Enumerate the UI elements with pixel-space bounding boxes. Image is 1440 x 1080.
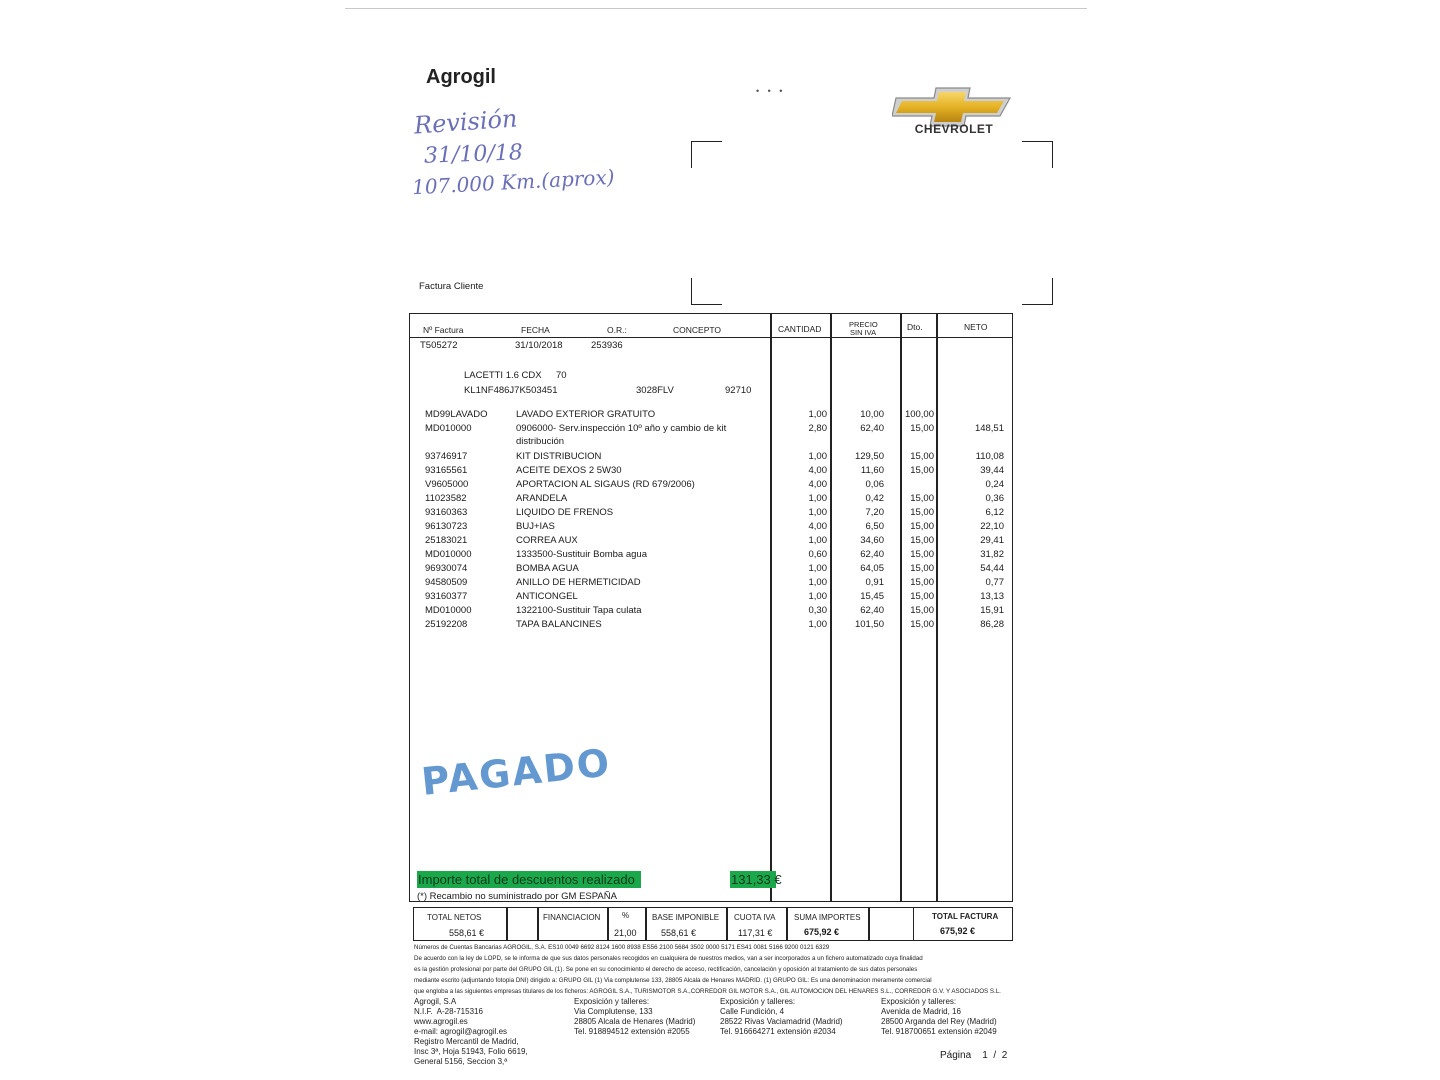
line-concept: BOMBA AGUA bbox=[516, 563, 579, 574]
line-net: 110,08 bbox=[975, 451, 1004, 462]
line-price: 0,06 bbox=[865, 479, 884, 490]
total-factura-value: 675,92 € bbox=[940, 926, 976, 936]
total-netos-value: 558,61 € bbox=[449, 928, 485, 938]
line-price: 15,45 bbox=[860, 591, 884, 602]
handwritten-note-date: 31/10/18 bbox=[423, 140, 524, 169]
line-code: MD010000 bbox=[425, 423, 472, 434]
vehicle-code: 70 bbox=[556, 370, 567, 381]
line-quantity: 1,00 bbox=[808, 577, 827, 588]
discount-value: 131,33 € bbox=[731, 872, 782, 887]
line-code: 96930074 bbox=[425, 563, 468, 574]
line-concept: ARANDELA bbox=[516, 493, 568, 504]
line-price: 101,50 bbox=[854, 619, 884, 630]
base-imponible-value: 558,61 € bbox=[661, 928, 697, 938]
totals-divider bbox=[537, 907, 539, 941]
line-concept: LIQUIDO DE FRENOS bbox=[516, 507, 614, 518]
line-quantity: 1,00 bbox=[808, 563, 827, 574]
line-quantity: 1,00 bbox=[808, 493, 827, 504]
line-price: 62,40 bbox=[860, 605, 884, 616]
address-window-corner bbox=[1022, 141, 1053, 168]
line-code: 94580509 bbox=[425, 577, 468, 588]
base-imponible-label: BASE IMPONIBLE bbox=[652, 913, 720, 922]
header-cantidad: CANTIDAD bbox=[778, 324, 822, 334]
totals-divider bbox=[506, 907, 508, 941]
header-concepto: CONCEPTO bbox=[673, 325, 722, 335]
line-discount: 15,00 bbox=[910, 465, 934, 476]
location-rivas: Exposición y talleres: Calle Fundición, 4 28522 Rivas Vaciamadrid (Madrid) Tel. 916664271 extensión #2034 bbox=[720, 997, 843, 1036]
line-price: 0,91 bbox=[865, 577, 884, 588]
legal-line-3: mediante escrito (adjuntando fotopia DNI) dirigido a: GRUPO GIL (1) Via complutense 133, 28805 Alcala de Henares MADRID. (1) GRUPO GIL: Es una denominacion meramente comercial bbox=[414, 977, 932, 984]
address-window-corner bbox=[1022, 278, 1053, 305]
column-divider bbox=[770, 313, 772, 902]
vehicle-plate: 3028FLV bbox=[636, 385, 674, 396]
line-price: 62,40 bbox=[860, 423, 884, 434]
line-discount: 15,00 bbox=[910, 493, 934, 504]
page-current: 1 bbox=[982, 1050, 988, 1061]
line-concept: ACEITE DEXOS 2 5W30 bbox=[516, 465, 622, 476]
bank-accounts: Números de Cuentas Bancarias AGROGIL, S.A. ES10 0049 6692 8124 1600 8938 ES56 2100 5684 3502 0000 5171 ES41 0081 5166 9200 0121 6329 bbox=[414, 944, 830, 951]
line-price: 7,20 bbox=[865, 507, 884, 518]
financiacion-label: FINANCIACION bbox=[543, 913, 601, 922]
line-quantity: 0,60 bbox=[808, 549, 827, 560]
line-code: 93160363 bbox=[425, 507, 468, 518]
line-concept-cont: distribución bbox=[516, 436, 565, 447]
totals-divider bbox=[726, 907, 728, 941]
line-concept: 1322100-Sustituir Tapa culata bbox=[516, 605, 642, 616]
line-discount: 15,00 bbox=[910, 423, 934, 434]
invoice-number: T505272 bbox=[420, 340, 458, 351]
line-quantity: 1,00 bbox=[808, 507, 827, 518]
header-precio-sin-iva: SIN IVA bbox=[850, 328, 877, 337]
line-discount: 15,00 bbox=[910, 549, 934, 560]
line-code: 25192208 bbox=[425, 619, 468, 630]
suma-importes-label: SUMA IMPORTES bbox=[794, 913, 861, 922]
line-code: 93165561 bbox=[425, 465, 468, 476]
line-quantity: 4,00 bbox=[808, 479, 827, 490]
legal-line-1: De acuerdo con la ley de LOPD, se le informa de que sus datos personales recogidos en cualquiera de nuestros medios, van a ser incorporados a un fichero automatizado cuya finalidad bbox=[414, 955, 923, 962]
page-total: 2 bbox=[1001, 1050, 1008, 1061]
line-net: 54,44 bbox=[980, 563, 1004, 574]
line-discount: 15,00 bbox=[910, 591, 934, 602]
column-divider bbox=[900, 313, 902, 902]
line-concept: KIT DISTRIBUCION bbox=[516, 451, 602, 462]
legal-line-4: que engloba a las siguientes empresas titulares de los ficheros: AGROGIL S.A., TURISMOTOR S.A.,CORREDOR GIL MOTOR S.A., GIL AUTOMOCION DEL HENARES S.L., CORREDOR G.V. Y ASOCIADOS S.L. bbox=[414, 988, 1001, 995]
line-net: 0,77 bbox=[985, 577, 1004, 588]
line-quantity: 4,00 bbox=[808, 465, 827, 476]
cuota-iva-value: 117,31 € bbox=[738, 928, 773, 938]
page-separator: / bbox=[993, 1050, 997, 1061]
header-or: O.R.: bbox=[607, 325, 627, 335]
page-label: Página bbox=[940, 1050, 972, 1061]
line-price: 11,60 bbox=[860, 465, 884, 476]
totals-divider bbox=[607, 907, 609, 941]
company-name: Agrogil bbox=[426, 66, 496, 88]
line-price: 10,00 bbox=[860, 409, 884, 420]
line-concept: TAPA BALANCINES bbox=[516, 619, 602, 630]
line-quantity: 4,00 bbox=[808, 521, 827, 532]
line-code: 93160377 bbox=[425, 591, 468, 602]
line-code: MD010000 bbox=[425, 605, 472, 616]
company-info: Agrogil, S.A N.I.F. A-28-715316 www.agrogil.es e-mail: agrogil@agrogil.es Registro Mercantil de Madrid, Insc 3ª, Hoja 51943, Folio 6619, General 5156, Seccion 3,ª bbox=[414, 997, 528, 1066]
line-quantity: 1,00 bbox=[808, 619, 827, 630]
totals-divider bbox=[786, 907, 788, 941]
line-concept: BUJ+IAS bbox=[516, 521, 555, 532]
line-net: 13,13 bbox=[980, 591, 1004, 602]
discount-label: Importe total de descuentos realizado bbox=[418, 872, 635, 887]
line-concept: ANILLO DE HERMETICIDAD bbox=[516, 577, 641, 588]
table-header-divider bbox=[409, 337, 1013, 338]
line-discount: 15,00 bbox=[910, 605, 934, 616]
line-quantity: 1,00 bbox=[808, 591, 827, 602]
line-concept: CORREA AUX bbox=[516, 535, 578, 546]
column-divider bbox=[936, 313, 938, 902]
line-discount: 15,00 bbox=[910, 577, 934, 588]
footnote: (*) Recambio no suministrado por GM ESPAÑA bbox=[417, 891, 617, 902]
handwritten-note-km: 107.000 Km.(aprox) bbox=[411, 164, 616, 200]
line-concept: APORTACION AL SIGAUS (RD 679/2006) bbox=[516, 479, 695, 490]
line-net: 29,41 bbox=[980, 535, 1004, 546]
vehicle-model: LACETTI 1.6 CDX bbox=[464, 370, 542, 381]
totals-divider bbox=[868, 907, 870, 941]
line-discount: 15,00 bbox=[910, 507, 934, 518]
legal-line-2: es la gestión profesional por parte del GRUPO GIL (1). Se pone en su conocimiento el derecho de acceso, rectificación, cancelación y oposición al tratamiento de sus datos personales bbox=[414, 966, 918, 973]
line-discount: 15,00 bbox=[910, 563, 934, 574]
header-n-factura: Nº Factura bbox=[423, 325, 464, 335]
line-net: 86,28 bbox=[980, 619, 1004, 630]
line-price: 6,50 bbox=[865, 521, 884, 532]
cuota-iva-label: CUOTA IVA bbox=[734, 913, 776, 922]
header-dto: Dto. bbox=[907, 322, 923, 332]
line-code: 11023582 bbox=[425, 493, 467, 504]
document-type: Factura Cliente bbox=[419, 281, 484, 292]
line-quantity: 0,30 bbox=[808, 605, 827, 616]
line-quantity: 1,00 bbox=[808, 409, 827, 420]
line-net: 0,24 bbox=[985, 479, 1004, 490]
line-price: 129,50 bbox=[854, 451, 884, 462]
line-concept: LAVADO EXTERIOR GRATUITO bbox=[516, 409, 656, 420]
line-concept: 0906000- Serv.inspección 10º año y cambio de kit bbox=[516, 423, 727, 434]
line-concept: 1333500-Sustituir Bomba agua bbox=[516, 549, 647, 560]
handwritten-note-revision: Revisión bbox=[413, 104, 519, 140]
line-net: 15,91 bbox=[980, 605, 1004, 616]
line-code: 25183021 bbox=[425, 535, 468, 546]
line-discount: 15,00 bbox=[910, 451, 934, 462]
chevrolet-logo-text: CHEVROLET bbox=[914, 122, 994, 136]
line-net: 6,12 bbox=[985, 507, 1004, 518]
line-net: 0,36 bbox=[985, 493, 1004, 504]
line-net: 22,10 bbox=[980, 521, 1004, 532]
line-code: MD99LAVADO bbox=[425, 409, 488, 420]
line-net: 148,51 bbox=[974, 423, 1004, 434]
totals-divider bbox=[645, 907, 647, 941]
header-neto: NETO bbox=[964, 322, 988, 332]
column-divider bbox=[830, 313, 832, 902]
line-price: 34,60 bbox=[860, 535, 884, 546]
paid-stamp: PAGADO bbox=[419, 740, 614, 804]
address-window-corner bbox=[691, 141, 722, 168]
header-precio: PRECIO bbox=[849, 320, 878, 329]
line-price: 0,42 bbox=[865, 493, 884, 504]
page-indicator bbox=[940, 1050, 1007, 1061]
location-alcala: Exposición y talleres: Via Complutense, 133 28805 Alcala de Henares (Madrid) Tel. 918894512 extensión #2055 bbox=[574, 997, 696, 1036]
line-net: 39,44 bbox=[980, 465, 1004, 476]
total-factura-label: TOTAL FACTURA bbox=[932, 912, 999, 921]
suma-importes-value: 675,92 € bbox=[804, 927, 840, 937]
scan-edge bbox=[345, 8, 1087, 9]
line-quantity: 2,80 bbox=[808, 423, 827, 434]
header-fecha: FECHA bbox=[521, 325, 550, 335]
line-discount: 15,00 bbox=[910, 619, 934, 630]
line-quantity: 1,00 bbox=[808, 451, 827, 462]
pct-value: 21,00 bbox=[614, 928, 637, 938]
line-discount: 15,00 bbox=[910, 521, 934, 532]
total-netos-label: TOTAL NETOS bbox=[427, 913, 482, 922]
line-code: V9605000 bbox=[425, 479, 469, 490]
line-price: 64,05 bbox=[860, 563, 884, 574]
line-concept: ANTICONGEL bbox=[516, 591, 578, 602]
line-net: 31,82 bbox=[980, 549, 1004, 560]
line-code: 93746917 bbox=[425, 451, 468, 462]
invoice-or: 253936 bbox=[591, 340, 623, 351]
line-discount: 15,00 bbox=[910, 535, 934, 546]
vehicle-km: 92710 bbox=[725, 385, 752, 396]
invoice-date: 31/10/2018 bbox=[515, 340, 563, 351]
location-arganda: Exposición y talleres: Avenida de Madrid, 16 28500 Arganda del Rey (Madrid) Tel. 918700651 extensión #2049 bbox=[881, 997, 997, 1036]
address-window-corner bbox=[691, 278, 722, 305]
line-price: 62,40 bbox=[860, 549, 884, 560]
line-quantity: 1,00 bbox=[808, 535, 827, 546]
line-code: 96130723 bbox=[425, 521, 468, 532]
scan-marks: • • • bbox=[756, 86, 786, 96]
pct-label: % bbox=[622, 911, 630, 920]
line-discount: 100,00 bbox=[904, 409, 934, 420]
line-code: MD010000 bbox=[425, 549, 472, 560]
vehicle-vin: KL1NF486J7K503451 bbox=[464, 385, 558, 396]
